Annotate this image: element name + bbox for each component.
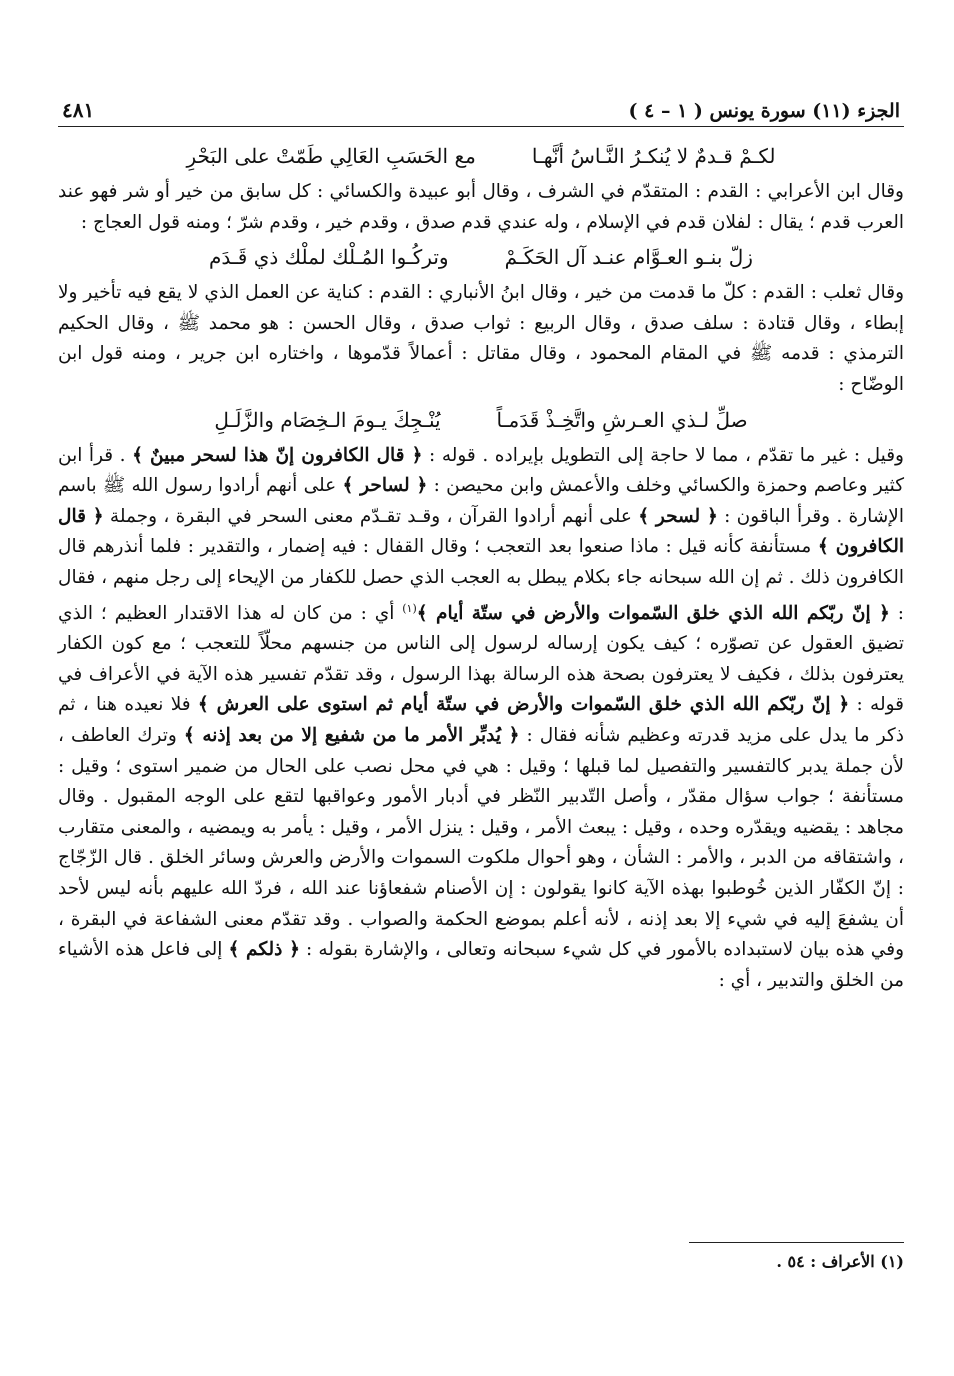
footnote-divider	[689, 1242, 904, 1243]
verse-3-first-hemistich: صلِّ لـذي العـرشِ واتَّخِـذْ قَدَمـاً	[496, 407, 748, 432]
quran-quote: ﴿ لسحر ﴾	[638, 505, 718, 527]
quran-quote: ﴿ قال الكافرون ﴾	[58, 505, 904, 558]
footnote-marker: (١)	[402, 601, 417, 615]
verse-2-first-hemistich: زلّ بنـو العـوَّام عنـد آل الحَكَـمْ	[504, 245, 753, 270]
text-run: فلا نعيده هنا ، ثم ذكر ما يدل على مزيد قدرته وعظيم شأنه فقال :	[58, 694, 904, 747]
text-run: وقيل : غير ما تقدّم ، مما لا حاجة إلى التطويل بإيراده . قوله :	[422, 444, 904, 466]
quran-quote: ﴿ إنّ ربّكم الله الذي خلق السّموات والأرض في ستّة أيام ﴾	[416, 602, 890, 624]
page-number: ٤٨١	[62, 98, 95, 122]
text-run: أي : من كان له هذا الاقتدار العظيم ؛ الذي تضيق العقول عن تصوّره ؛ كيف يكون إرساله لرسول إلى الناس من جنسهم محلّاً للتعجب ؛ مع كون الكفار يعترفون بذلك ، فكيف لا يعترفون بصحة هذه الرسالة بهذا الرسول ، وقد تقدّم تفسير هذه الآية في الأعراف في قوله :	[58, 602, 905, 716]
text-run: . قرأ ابن كثير وعاصم وحمزة والكسائي وخلف والأعمش وابن محيصن :	[58, 444, 905, 497]
body-text	[58, 139, 904, 996]
quran-quote: ﴿ ذلكم ﴾	[228, 939, 300, 961]
text-run: مستأنفة كأنه قيل : ماذا صنعوا بعد التعجب ؛ وقال القفال : فيه إضمار ، والتقدير : فلما أنذرهم قال الكافرون ذلك . ثم إن الله سبحانه جاء بكلام يبطل به العجب الذي حصل للكفار من الإيحاء إلى رجل منهم ، فقال :	[58, 536, 904, 624]
verse-2-second-hemistich: وتركُـوا المُـلْك لملْك ذي قَـدَم	[209, 245, 449, 270]
text-run: على أنهم أرادوا رسول الله ﷺ باسم الإشارة . وقرأ الباقون :	[58, 475, 904, 527]
text-run: على أنهم أرادوا القرآن ، وقـد تقـدّم معنى السحر في البقرة ، وجملة	[103, 505, 639, 527]
verse-3-second-hemistich: يُنْـجِكَ يـومَ الـخِصَام والزَّلَـلِ	[214, 407, 441, 432]
paragraph-1: وقال ابن الأعرابي : القدم : المتقدّم في الشرف ، وقال أبو عبيدة والكسائي : كل سابق من خير أو شر فهو عند العرب قدم ؛ يقال : لفلان قدم في الإسلام ، وله عندي قدم صدق ، وقدم خير ، وقدم شرّ ؛ ومنه قول العجاج :	[58, 181, 904, 233]
verse-1-first-hemistich: لكـمْ قـدمٌ لا يُنكـرُ النَّـاسُ أنَّهـا	[531, 144, 776, 168]
quran-quote: ﴿ إنّ ربّكم الله الذي خلق السّموات والأرض في ستّة أيام ثم استوى على العرش ﴾	[197, 694, 850, 716]
poetry-verse-1	[58, 139, 904, 173]
quran-quote: ﴿ لساحر ﴾	[342, 475, 428, 497]
text-run: وترك العاطف ، لأن جملة يدبر كالتفسير والتفصيل لما قبلها ؛ وقيل : هي في محل نصب على الحال من ضمير استوى ؛ وقيل : مستأنفة ؛ جواب سؤال مقدّر ، وأصل التّدبير النّظر في أدبار الأمور وعواقبها لتقع على الوجه المقبول . وقال مجاهد : يقضيه ويقدّره وحده ، وقيل : يبعث الأمر ، وقيل : ينزل الأمر ، وقيل : يأمر به ويمضيه ، والمعنى متقارب ، واشتقاقه من الدبر ، والأمر : الشأن ، وهو أحوال ملكوت السموات والأرض والعرش وسائر الخلق . قال الزّجّاج : إنّ الكفّار الذين خُوطبوا بهذه الآية كانوا يقولون : إن الأصنام شفعاؤنا عند الله ، فردّ الله عليهم بأنه ليس لأحد أن يشفعَ إليه في شيء إلا بعد إذنه ، لأنه أعلم بموضع الحكمة والصواب . وقد تقدّم معنى الشفاعة في البقرة ، وفي هذه بيان لاستبداده بالأمور في كل شيء سبحانه وتعالى ، والإشارة بقوله :	[58, 725, 905, 961]
text-run: إلى فاعل هذه الأشياء من الخلق والتدبير ، أي :	[58, 939, 904, 991]
poetry-verse-3	[58, 403, 904, 437]
running-header	[58, 92, 904, 127]
paragraph-3	[58, 441, 904, 997]
poetry-verse-2	[58, 240, 904, 274]
verse-1-second-hemistich: مع الحَسَبِ العَالِي طَمّتْ على البَحْرِ	[186, 144, 476, 168]
paragraph-2: وقال ثعلب : القدم : كلّ ما قدمت من خير ، وقال ابنُ الأنباري : القدم : كناية عن العمل الذي لا يقع فيه تأخير ولا إبطاء ، وقال قتادة : سلف صدق ، وقال الربيع : ثواب صدق ، وقال الحسن : هو محمد ﷺ ، وقال الحكيم الترمذي : قدمه ﷺ في المقام المحمود ، وقال مقاتل : أعمالاً قدّموها ، واختاره ابن جرير ، ومنه قول ابن الوضّاح :	[58, 282, 904, 395]
quran-quote: ﴿ قال الكافرون إنّ هذا لسحر مبينٌ ﴾	[132, 444, 423, 466]
header-title: الجزء (١١) سورة يونس ( ١ – ٤ )	[628, 100, 900, 122]
quran-quote: ﴿ يُدبِّر الأمر ما من شفيع إلا من بعد إذنه ﴾	[183, 725, 520, 747]
footnote: (١) الأعراف : ٥٤ .	[776, 1252, 904, 1271]
page	[58, 92, 904, 1372]
